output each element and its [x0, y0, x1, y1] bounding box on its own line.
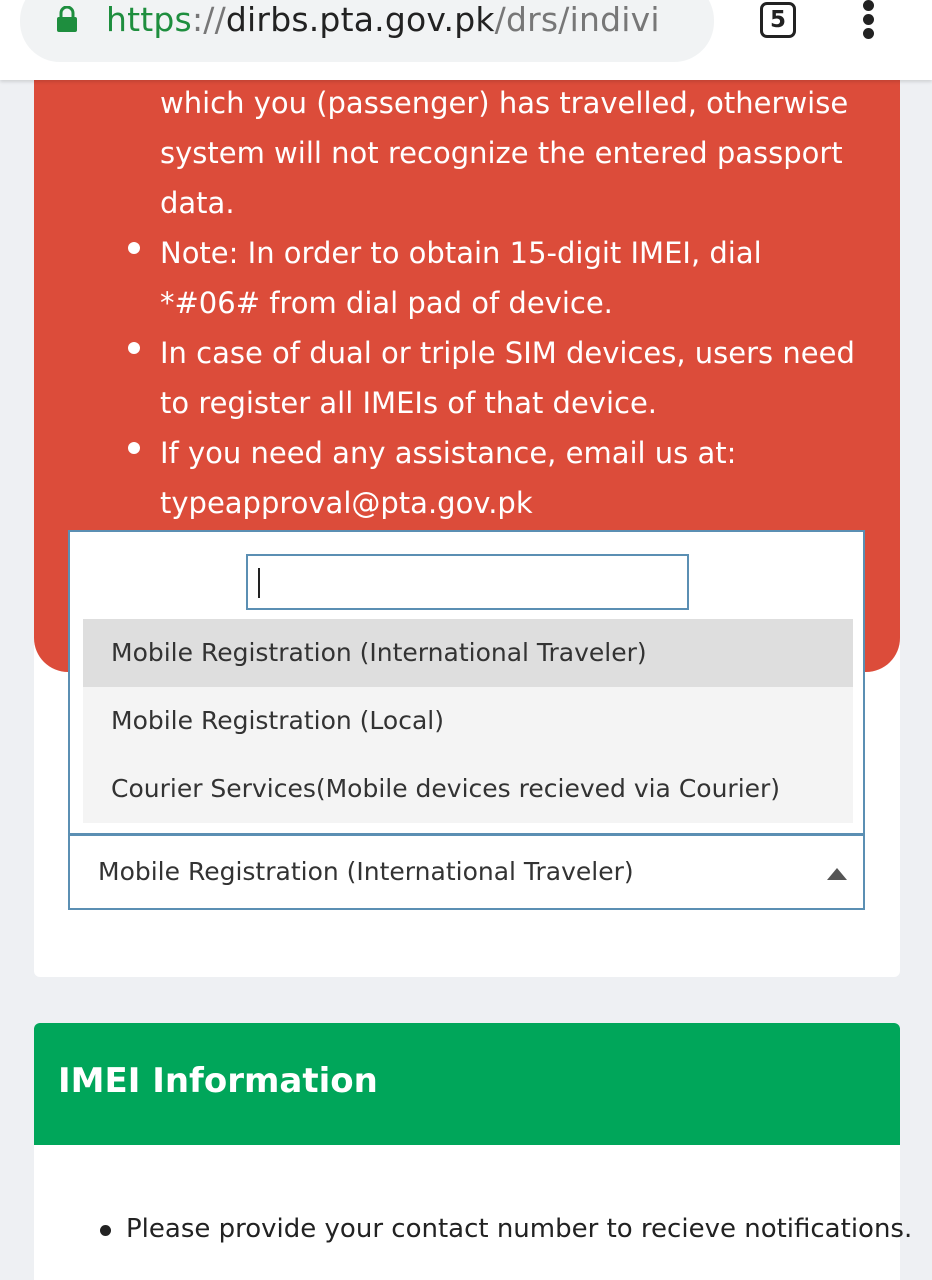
- alert-line: *#06# from dial pad of device.: [160, 286, 613, 320]
- more-options-icon[interactable]: [860, 0, 876, 42]
- imei-header: [34, 1023, 900, 1145]
- imei-card: [34, 1023, 913, 1280]
- alert-line: data.: [160, 186, 235, 220]
- imei-note: Please provide your contact number to recieve notifications.: [126, 1214, 913, 1244]
- url-text[interactable]: [106, 0, 660, 40]
- alert-line: In case of dual or triple SIM devices, users need: [160, 336, 855, 370]
- bullet-icon: [128, 242, 140, 254]
- tab-switcher-button[interactable]: 5: [760, 2, 796, 38]
- imei-title: IMEI Information: [58, 1061, 378, 1101]
- text-cursor: [258, 568, 260, 598]
- alert-line: to register all IMEIs of that device.: [160, 386, 658, 420]
- caret-up-icon: [827, 868, 847, 880]
- bullet-icon: [100, 1225, 111, 1236]
- dropdown-option[interactable]: Mobile Registration (Local): [111, 706, 444, 735]
- url-host: dirbs.pta.gov.pk: [225, 0, 495, 39]
- selected-value: Mobile Registration (International Traveler): [98, 857, 634, 886]
- dropdown-option[interactable]: Mobile Registration (International Traveler): [83, 619, 853, 687]
- alert-line: system will not recognize the entered passport: [160, 136, 843, 170]
- dropdown-option[interactable]: Courier Services(Mobile devices recieved via Courier): [111, 774, 781, 803]
- service-type-select[interactable]: [68, 834, 865, 910]
- dropdown-options: [83, 619, 853, 823]
- alert-line: which you (passenger) has travelled, otherwise: [160, 86, 849, 120]
- dropdown-search-input[interactable]: [246, 554, 689, 610]
- alert-email-line[interactable]: typeapproval@pta.gov.pk: [160, 486, 533, 520]
- alert-line: If you need any assistance, email us at:: [160, 436, 737, 470]
- alert-text: [160, 78, 880, 528]
- url-path: /drs/indivi: [494, 0, 660, 39]
- bullet-icon: [128, 442, 140, 454]
- service-dropdown-panel: [68, 530, 865, 835]
- bullet-icon: [128, 342, 140, 354]
- lock-icon: [55, 6, 79, 32]
- alert-line: Note: In order to obtain 15-digit IMEI, dial: [160, 236, 762, 270]
- url-scheme: https: [106, 0, 192, 39]
- browser-toolbar: [0, 0, 932, 80]
- url-separator: ://: [191, 0, 226, 39]
